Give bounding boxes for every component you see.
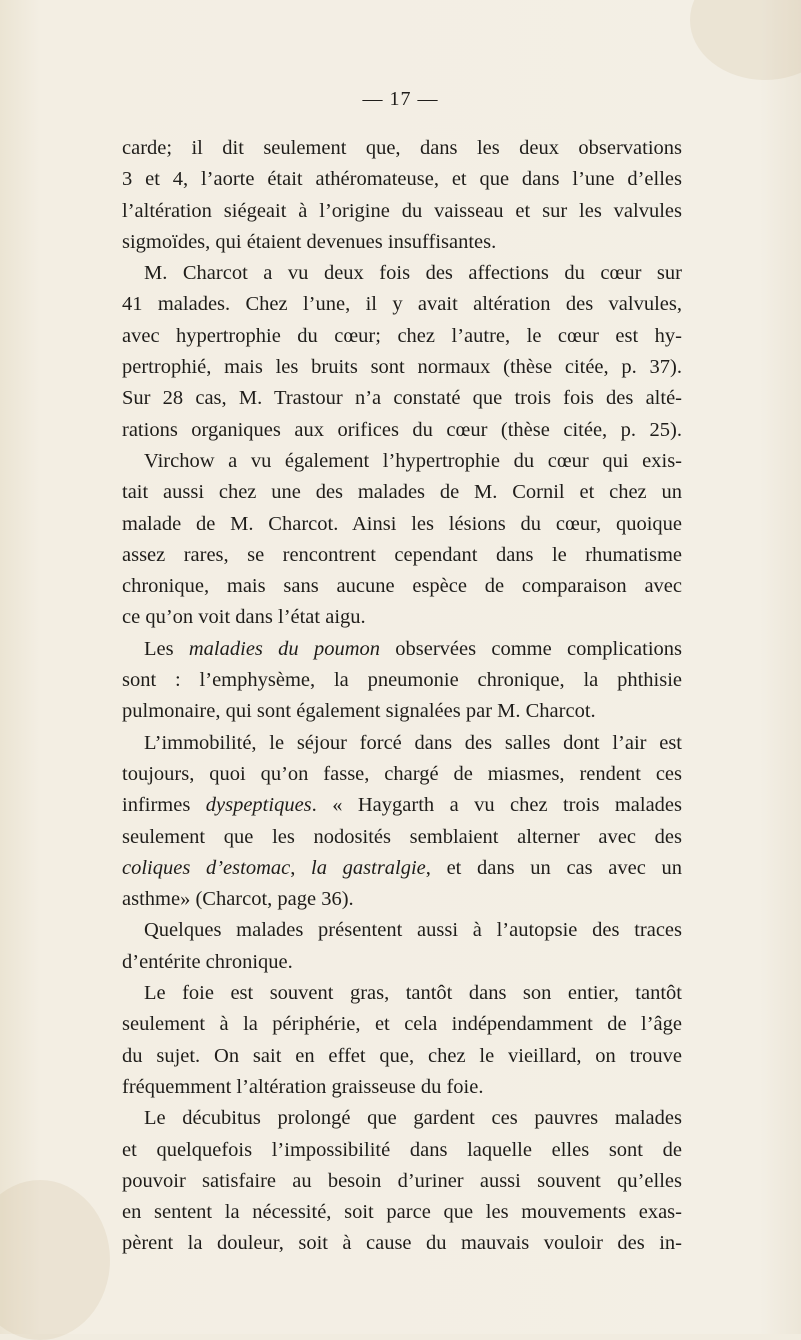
text-line: sont : l’emphysème, la pneumonie chronique, la phthisie bbox=[122, 669, 682, 692]
text-line: toujours, quoi qu’on fasse, chargé de miasmes, rendent ces bbox=[122, 762, 682, 785]
text-line: ce qu’on voit dans l’état aigu. bbox=[122, 606, 366, 629]
text-line: seulement à la périphérie, et cela indépendamment de l’âge bbox=[122, 1013, 682, 1036]
text-line: fréquemment l’altération graisseuse du foie. bbox=[122, 1075, 484, 1098]
paper-stain bbox=[0, 1180, 110, 1340]
text-line: tait aussi chez une des malades de M. Cornil et chez un bbox=[122, 481, 682, 504]
text-line: Virchow a vu également l’hypertrophie du cœur qui exis- bbox=[144, 449, 682, 472]
text-line: 3 et 4, l’aorte était athéromateuse, et que dans l’une d’elles bbox=[122, 168, 682, 191]
text-line: pouvoir satisfaire au besoin d’uriner aussi souvent qu’elles bbox=[122, 1169, 682, 1192]
text-line: seulement que les nodosités semblaient alterner avec des bbox=[122, 825, 682, 848]
page-number: — 17 — bbox=[362, 88, 439, 110]
text-line: rations organiques aux orifices du cœur (thèse citée, p. 25). bbox=[122, 418, 682, 441]
text-line: pulmonaire, qui sont également signalées par M. Charcot. bbox=[122, 700, 596, 723]
body-text bbox=[122, 133, 682, 1260]
text-line: carde; il dit seulement que, dans les deux observations bbox=[122, 137, 682, 159]
text-line: avec hypertrophie du cœur; chez l’autre, le cœur est hy- bbox=[122, 324, 682, 347]
text-line: L’immobilité, le séjour forcé dans des salles dont l’air est bbox=[144, 731, 682, 754]
text-line: pèrent la douleur, soit à cause du mauvais vouloir des in- bbox=[122, 1232, 682, 1255]
text-line: Le foie est souvent gras, tantôt dans son entier, tantôt bbox=[144, 982, 682, 1005]
text-line: 41 malades. Chez l’une, il y avait altération des valvules, bbox=[122, 293, 682, 316]
text-line: sigmoïdes, qui étaient devenues insuffisantes. bbox=[122, 230, 497, 253]
paper-stain bbox=[690, 0, 801, 80]
text-line: du sujet. On sait en effet que, chez le vieillard, on trouve bbox=[122, 1044, 682, 1067]
text-line: malade de M. Charcot. Ainsi les lésions du cœur, quoique bbox=[122, 512, 682, 535]
text-line: asthme» (Charcot, page 36). bbox=[122, 888, 354, 911]
text-line: coliques d’estomac, la gastralgie, et dans un cas avec un bbox=[122, 856, 683, 879]
text-line: en sentent la nécessité, soit parce que les mouvements exas- bbox=[122, 1201, 682, 1224]
text-line: Les maladies du poumon observées comme complications bbox=[144, 637, 682, 660]
text-line: infirmes dyspeptiques. « Haygarth a vu chez trois malades bbox=[122, 794, 683, 817]
text-line: Quelques malades présentent aussi à l’autopsie des traces bbox=[144, 919, 682, 942]
text-line: assez rares, se rencontrent cependant dans le rhumatisme bbox=[122, 543, 682, 566]
text-line: Sur 28 cas, M. Trastour n’a constaté que trois fois des alté- bbox=[122, 387, 682, 410]
text-line: d’entérite chronique. bbox=[122, 950, 293, 973]
text-line: l’altération siégeait à l’origine du vaisseau et sur les valvules bbox=[122, 199, 682, 222]
text-line: et quelquefois l’impossibilité dans laquelle elles sont de bbox=[122, 1138, 682, 1161]
text-line: M. Charcot a vu deux fois des affections du cœur sur bbox=[144, 262, 682, 285]
text-line: pertrophié, mais les bruits sont normaux (thèse citée, p. 37). bbox=[122, 356, 682, 379]
text-line: chronique, mais sans aucune espèce de comparaison avec bbox=[122, 575, 682, 598]
text-line: Le décubitus prolongé que gardent ces pauvres malades bbox=[144, 1107, 682, 1130]
